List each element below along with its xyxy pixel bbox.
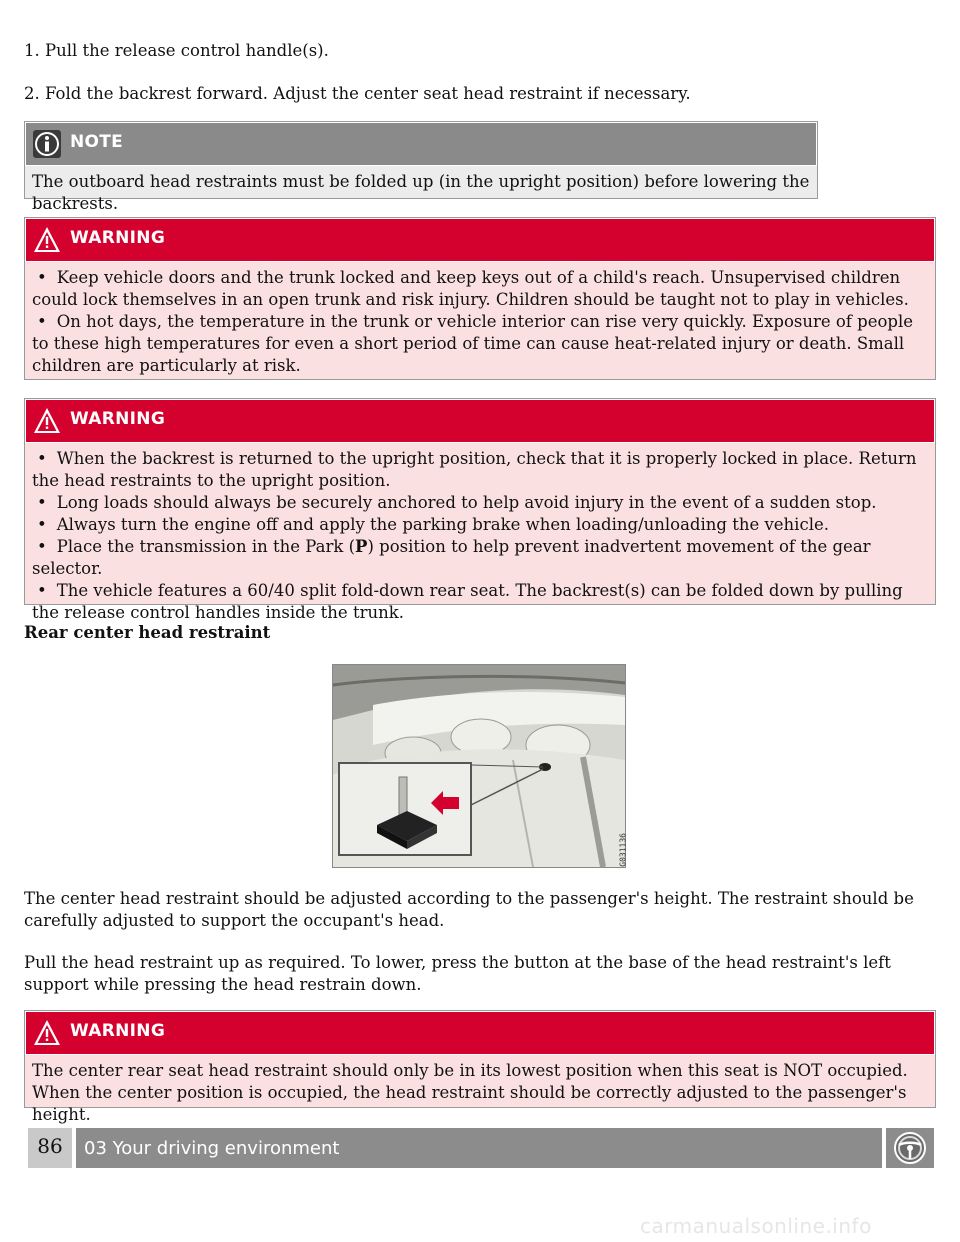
section-heading: Rear center head restraint [24,623,271,642]
info-icon [32,129,62,159]
note-box [24,121,818,213]
note-label: NOTE [70,132,124,152]
step-2: 2. Fold the backrest forward. Adjust the center seat head restraint if necessary. [24,84,691,103]
warning-body-2 [25,443,935,631]
warning-text-3: The center rear seat head restraint should only be in its lowest position when this seat is NOT occupied. When the center position is occupied, the head restraint should be correctly adjusted to the passenger's height. [32,1061,908,1124]
step-1: 1. Pull the release control handle(s). [24,41,329,60]
warning-triangle-icon [32,406,62,436]
figure-code: G031136 [619,833,628,867]
head-restraint-illustration [333,665,625,867]
head-restraint-figure [332,664,626,868]
list-item: • Always turn the engine off and apply the parking brake when loading/unloading the vehicle. [37,515,829,534]
list-item: • On hot days, the temperature in the trunk or vehicle interior can rise very quickly. Exposure of people to these high temperatures for even a short period of time can cause heat-related injury or death. Small children are particularly at risk. [32,312,914,375]
warning-body-1 [25,262,935,384]
list-item: • The vehicle features a 60/40 split fold-down rear seat. The backrest(s) can be folded down by pulling the release control handles inside the trunk. [32,581,903,622]
chapter-title: 03 Your driving environment [76,1128,882,1168]
page-footer [28,1128,934,1168]
steering-wheel-icon [886,1128,934,1168]
warning-header-2 [25,399,935,443]
warning-box-3 [24,1010,936,1124]
list-item: • When the backrest is returned to the upright position, check that it is properly locked in place. Return the head restraints to the upright position. [32,449,917,490]
warning-label-1: WARNING [70,228,166,248]
warning-header-3 [25,1011,935,1055]
list-item: • Keep vehicle doors and the trunk locked and keep keys out of a child's reach. Unsupervised children could lock themselves in an open trunk and risk injury. Children should be taught not to play in vehicles. [32,268,909,309]
warning-box-2 [24,398,936,622]
warning-label-2: WARNING [70,409,166,429]
page-number: 86 [28,1128,72,1168]
warning-triangle-icon [32,225,62,255]
warning-label-3: WARNING [70,1021,166,1041]
warning-box-1 [24,217,936,380]
list-item: • Place the transmission in the Park (P) position to help prevent inadvertent movement of the gear selector. [32,537,871,578]
note-text: The outboard head restraints must be folded up (in the upright position) before lowering the backrests. [32,172,810,213]
list-item: • Long loads should always be securely anchored to help avoid injury in the event of a sudden stop. [37,493,877,512]
note-header [25,122,817,166]
watermark: carmanualsonline.info [640,1214,872,1238]
paragraph-2: Pull the head restraint up as required. To lower, press the button at the base of the head restraint's left support while pressing the head restrain down. [24,953,891,994]
paragraph-1: The center head restraint should be adjusted according to the passenger's height. The restraint should be carefully adjusted to support the occupant's head. [24,889,914,930]
warning-triangle-icon [32,1018,62,1048]
warning-header-1 [25,218,935,262]
